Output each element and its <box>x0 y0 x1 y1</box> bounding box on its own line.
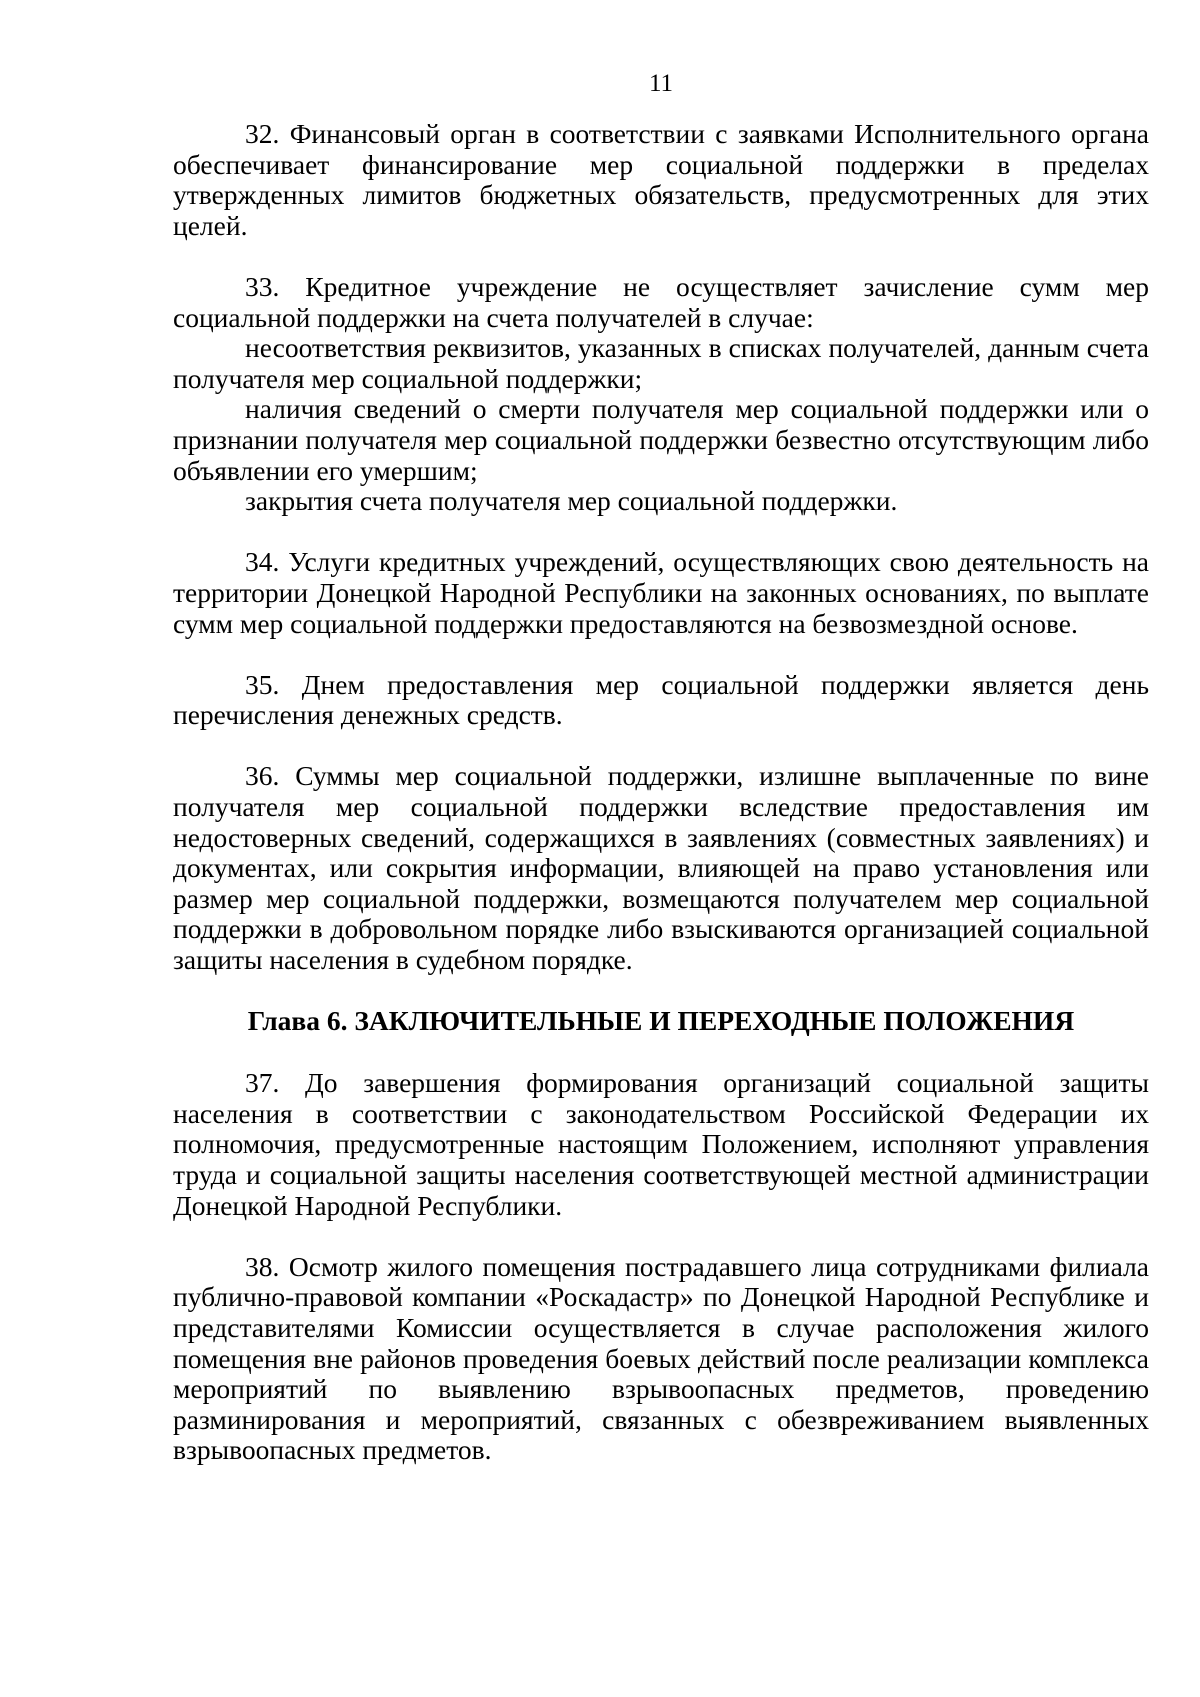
page-content <box>173 119 1149 1466</box>
paragraph-33: 33. Кредитное учреждение не осуществляет зачисление сумм мер социальной поддержки на счета получателей в случае: <box>173 270 1149 333</box>
paragraph-37: 37. До завершения формирования организаций социальной защиты населения в соответствии с законодательством Российской Федерации их полномочия, предусмотренные настоящим Положением, исполняют управления труда и социальной защиты населения соответствующей местной администрации Донецкой Народной Республики. <box>173 1067 1149 1221</box>
paragraph-32: 32. Финансовый орган в соответствии с заявками Исполнительного органа обеспечивает финансирование мер социальной поддержки в пределах утвержденных лимитов бюджетных обязательств, предусмотренных для этих целей. <box>173 118 1149 241</box>
chapter-heading: Глава 6. ЗАКЛЮЧИТЕЛЬНЫЕ И ПЕРЕХОДНЫЕ ПОЛОЖЕНИЯ <box>247 1004 1075 1036</box>
paragraph-36: 36. Суммы мер социальной поддержки, излишне выплаченные по вине получателя мер социальной поддержки вследствие предоставления им недостоверных сведений, содержащихся в заявлениях (совместных заявлениях) и документах, или сокрытия информации, влияющей на право установления или размер мер социальной поддержки, возмещаются получателем мер социальной поддержки в добровольном порядке либо взыскиваются организацией социальной защиты населения в судебном порядке. <box>173 760 1149 976</box>
paragraph-34: 34. Услуги кредитных учреждений, осуществляющих свою деятельность на территории Донецкой Народной Республики на законных основаниях, по выплате сумм мер социальной поддержки предоставляются на безвозмездной основе. <box>173 546 1149 639</box>
paragraph-33-item-2: наличия сведений о смерти получателя мер социальной поддержки или о признании получателя мер социальной поддержки безвестно отсутствующим либо объявлении его умершим; <box>173 393 1149 486</box>
page-number: 11 <box>648 70 674 97</box>
paragraph-35: 35. Днем предоставления мер социальной поддержки является день перечисления денежных средств. <box>173 668 1149 731</box>
paragraph-38: 38. Осмотр жилого помещения пострадавшего лица сотрудниками филиала публично-правовой компании «Роскадастр» по Донецкой Народной Республике и представителями Комиссии осуществляется в случае расположения жилого помещения вне районов проведения боевых действий после реализации комплекса мероприятий по выявлению взрывоопасных предметов, проведению разминирования и мероприятий, связанных с обезвреживанием выявленных взрывоопасных предметов. <box>173 1250 1149 1466</box>
paragraph-33-item-1: несоответствия реквизитов, указанных в списках получателей, данным счета получателя мер социальной поддержки; <box>173 332 1149 394</box>
paragraph-33-item-3: закрытия счета получателя мер социальной поддержки. <box>245 485 898 517</box>
